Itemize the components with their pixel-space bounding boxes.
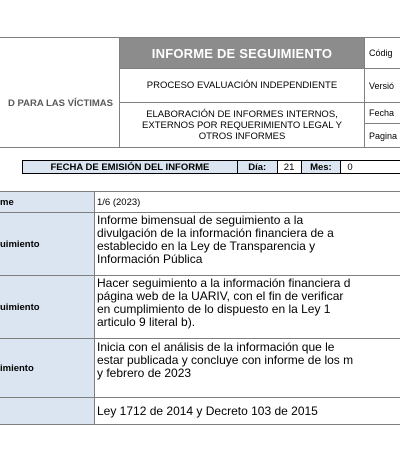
- row-value: [97, 192, 400, 212]
- code-label: Códig: [365, 38, 400, 68]
- row-value: [97, 398, 400, 424]
- month-label: Mes:: [302, 161, 342, 173]
- row-value-line: y febrero de 2023: [97, 366, 192, 380]
- row-label: me: [0, 192, 94, 212]
- row-value-line: Información Pública: [97, 252, 203, 266]
- row-value-line: divulgación de la información financiera de a: [97, 226, 334, 240]
- row-label: [0, 398, 94, 424]
- row-value-line: articulo 9 literal b).: [97, 315, 196, 329]
- row-value-line: estar publicada y concluye con informe de los m: [97, 353, 354, 367]
- header-bottom-border: [0, 147, 400, 148]
- row-value-line: en cumplimiento de lo dispuesto en la Ley 1: [97, 302, 331, 316]
- row-label: uimiento: [0, 213, 94, 275]
- document-title: INFORME DE SEGUIMIENTO: [120, 38, 364, 68]
- row-value: [97, 341, 400, 397]
- row-value-line: 1/6 (2023): [97, 196, 141, 208]
- row-label: imiento: [0, 339, 94, 397]
- day-label: Día:: [238, 161, 278, 173]
- pagina-label: Pagina: [369, 130, 398, 141]
- row-value-line: página web de la UARIV, con el fin de verificar: [97, 289, 344, 303]
- row-value-line: Hacer seguimiento a la información financiera d: [97, 277, 351, 290]
- fecha-label: Fecha: [369, 108, 395, 118]
- elaboration-procedure: [120, 103, 364, 147]
- row-value-line: establecido en la Ley de Transparencia y: [97, 239, 316, 253]
- row-label: uimiento: [0, 276, 94, 338]
- elaboration-line: OTROS INFORMES: [198, 130, 286, 142]
- table-column-divider: [94, 191, 95, 425]
- row-value: [97, 214, 400, 275]
- organization-logo-text: D PARA LAS VÍCTIMAS: [7, 98, 113, 109]
- process-name: PROCESO EVALUACIÓN INDEPENDIENTE: [146, 80, 338, 91]
- row-value-line: Informe bimensual de seguimiento a la: [97, 214, 304, 227]
- emission-date-bar: [22, 160, 400, 174]
- row-value-line: Inicia con el análisis de la información que le: [97, 341, 335, 354]
- elaboration-line: ELABORACIÓN DE INFORMES INTERNOS,: [146, 108, 338, 120]
- month-value: 0: [347, 161, 353, 173]
- day-value: 21: [278, 161, 302, 173]
- version-label: Versió: [369, 80, 395, 91]
- row-value: [97, 277, 400, 338]
- row-value-line: Ley 1712 de 2014 y Decreto 103 de 2015: [97, 403, 318, 418]
- emission-date-label: FECHA DE EMISIÓN DEL INFORME: [23, 161, 238, 173]
- elaboration-line: EXTERNOS POR REQUERIMIENTO LEGAL Y: [142, 119, 342, 131]
- table-line: [0, 424, 400, 425]
